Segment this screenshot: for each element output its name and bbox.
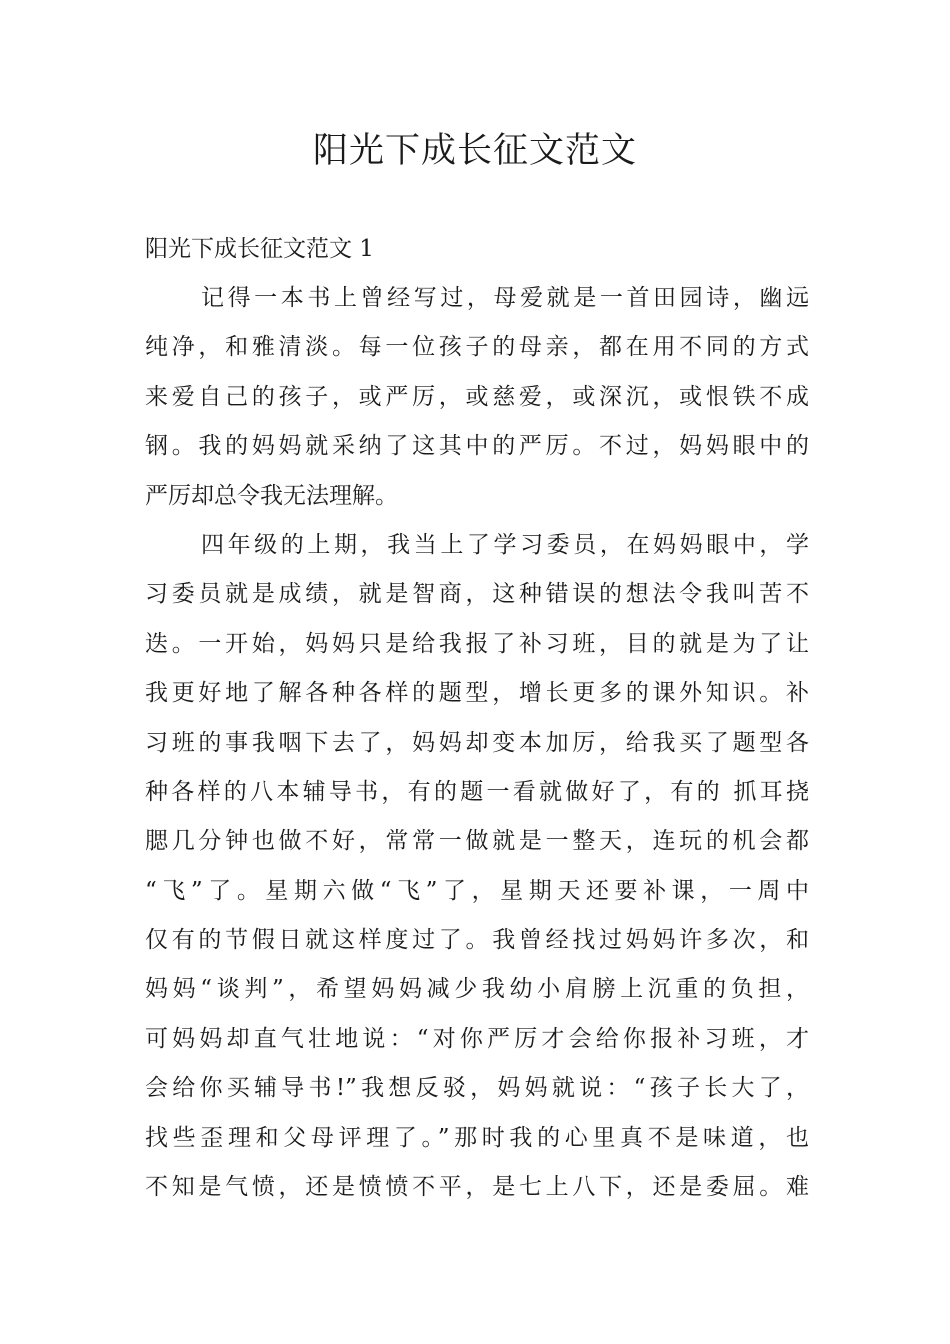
paragraph-line: “飞”了。星期六做“飞”了，星期天还要补课，一周中 xyxy=(145,877,809,904)
paragraph-line: 会给你买辅导书!”我想反驳，妈妈就说：“孩子长大了， xyxy=(145,1075,809,1102)
paragraph-line: 妈妈“谈判”，希望妈妈减少我幼小肩膀上沉重的负担， xyxy=(145,976,809,1003)
paragraph-line: 迭。一开始，妈妈只是给我报了补习班，目的就是为了让 xyxy=(145,630,809,657)
paragraph-line: 仅有的节假日就这样度过了。我曾经找过妈妈许多次，和 xyxy=(145,927,809,954)
paragraph-line: 钢。我的妈妈就采纳了这其中的严厉。不过，妈妈眼中的 xyxy=(145,433,809,460)
paragraph-line: 种各样的八本辅导书，有的题一看就做好了，有的 抓耳挠 xyxy=(145,778,809,805)
paragraph-line: 纯净，和雅清淡。每一位孩子的母亲，都在用不同的方式 xyxy=(145,334,809,361)
paragraph-line: 我更好地了解各种各样的题型，增长更多的课外知识。补 xyxy=(145,680,809,707)
paragraph-1 xyxy=(145,274,809,521)
paragraph-line: 习班的事我咽下去了，妈妈却变本加厉，给我买了题型各 xyxy=(145,729,809,756)
paragraph-line: 严厉却总令我无法理解。 xyxy=(145,482,398,509)
section-subtitle: 阳光下成长征文范文 1 xyxy=(145,236,374,262)
paragraph-line: 来爱自己的孩子，或严厉，或慈爱，或深沉，或恨铁不成 xyxy=(145,383,809,410)
paragraph-line: 腮几分钟也做不好，常常一做就是一整天，连玩的机会都 xyxy=(145,828,809,855)
document-body xyxy=(145,225,809,1212)
paragraph-line: 找些歪理和父母评理了。”那时我的心里真不是味道，也 xyxy=(145,1124,809,1151)
paragraph-line: 可妈妈却直气壮地说：“对你严厉才会给你报补习班，才 xyxy=(145,1025,809,1052)
paragraph-2 xyxy=(145,521,809,1212)
paragraph-line: 不知是气愤，还是愤愤不平，是七上八下，还是委屈。难 xyxy=(145,1174,809,1201)
paragraph-line: 四年级的上期，我当上了学习委员，在妈妈眼中，学 xyxy=(201,531,809,558)
page-title: 阳光下成长征文范文 xyxy=(312,131,637,171)
paragraph-line: 记得一本书上曾经写过，母爱就是一首田园诗，幽远 xyxy=(201,285,809,311)
paragraph-line: 习委员就是成绩，就是智商，这种错误的想法令我叫苦不 xyxy=(145,581,809,608)
